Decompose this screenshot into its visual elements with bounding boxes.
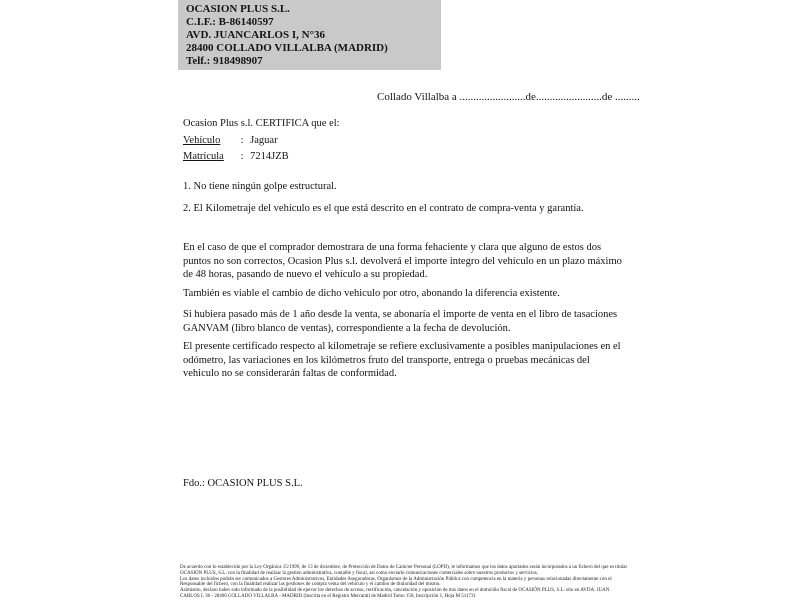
certify-line: Ocasion Plus s.l. CERTIFICA que el: <box>183 118 340 129</box>
certificate-point-2: 2. El Kilometraje del vehículo es el que está descrito en el contrato de compra-venta y garantía. <box>183 203 584 214</box>
plate-value: 7214JZB <box>250 151 289 162</box>
company-header-block <box>178 0 441 70</box>
paragraph-refund-terms: En el caso de que el comprador demostrara de una forma fehaciente y clara que alguno de estos dos puntos no son correctos, Ocasion Plus s.l. devolverá el importe integro del vehículo en un plazo máximo de 48 horas, pasando de nuevo el vehículo a su propiedad. <box>183 242 622 280</box>
plate-separator: : <box>240 151 244 162</box>
vehicle-row <box>183 134 623 148</box>
plate-row <box>183 150 623 164</box>
date-blank-line: Collado Villalba a ........................de........................de ......... <box>377 91 640 103</box>
paragraph-odometer: El presente certificado respecto al kilometraje se refiere exclusivamente a posibles manipulaciones en el odómetro, las variaciones en los kilómetros fruto del transporte, entrega o pruebas mecánicas del vehiculo no se considerarán faltas de conformidad. <box>183 341 621 379</box>
company-name: OCASION PLUS S.L. <box>186 3 290 15</box>
vehicle-separator: : <box>240 135 244 146</box>
legal-line-1: De acuerdo con lo establecido por la Ley Orgánica 15/1999, de 13 de diciembre, de Protección de Datos de Carácter Personal (LOPD), le informamos que los datos aportados serán incorporados a un fichero del que es titular <box>180 565 628 570</box>
company-address: AVD. JUANCARLOS I, N°36 <box>186 29 325 41</box>
signature-line: Fdo.: OCASION PLUS S.L. <box>183 478 303 489</box>
company-city: 28400 COLLADO VILLALBA (MADRID) <box>186 42 388 54</box>
legal-footer <box>180 565 628 600</box>
certificate-point-1: 1. No tiene ningún golpe estructural. <box>183 181 337 192</box>
legal-line-3: Los datos incluidos podrán ser comunicados a Gestores Administrativos, Entidades Aseguradoras, Organismos de la Administración Pública con competencia en la materia y personas relacionadas directamente con el <box>180 576 612 582</box>
legal-line-6: CARLOS I, 36 - 28400 COLLADO VILLALBA - MADRID (Inscrita en el Registro Mercantil de Madrid Tomo 150, Inscripción 1, Hoja M 511731 <box>180 593 477 599</box>
vehicle-label: Vehículo <box>183 135 221 146</box>
legal-line-2: OCASION PLUS, S.L. con la finalidad de realizar la gestión administrativa, contable y fiscal, así como enviarle comunicaciones comerciales sobre nuestros productos y servicios. <box>180 570 539 576</box>
legal-line-4: Responsable del fichero, con la finalidad realizar las gestiones de compra venta del vehículo y el cambio de titularidad del mismo. <box>180 582 441 588</box>
paragraph-ganvam: Si hubiera pasado más de 1 año desde la venta, se abonaría el importe de venta en el libro de tasaciones GANVAM (libro blanco de ventas), correspondiente a la fecha de devolución. <box>183 309 618 334</box>
legal-line-5: Asimismo, declaro haber sido informado de la posibilidad de ejercer los derechos de acceso, rectificación, cancelación y oposición de mis datos en el domicilio fiscal de OCASIÓN PLUS, S.L. sito en AVDA. JUAN <box>180 588 610 594</box>
vehicle-value: Jaguar <box>250 135 278 146</box>
paragraph-exchange: También es viable el cambio de dicho vehiculo por otro, abonando la diferencia existente. <box>183 288 560 299</box>
company-cif: C.I.F.: B-86140597 <box>186 16 274 28</box>
plate-label: Matrícula <box>183 151 224 162</box>
company-phone: Telf.: 918498907 <box>186 55 263 67</box>
